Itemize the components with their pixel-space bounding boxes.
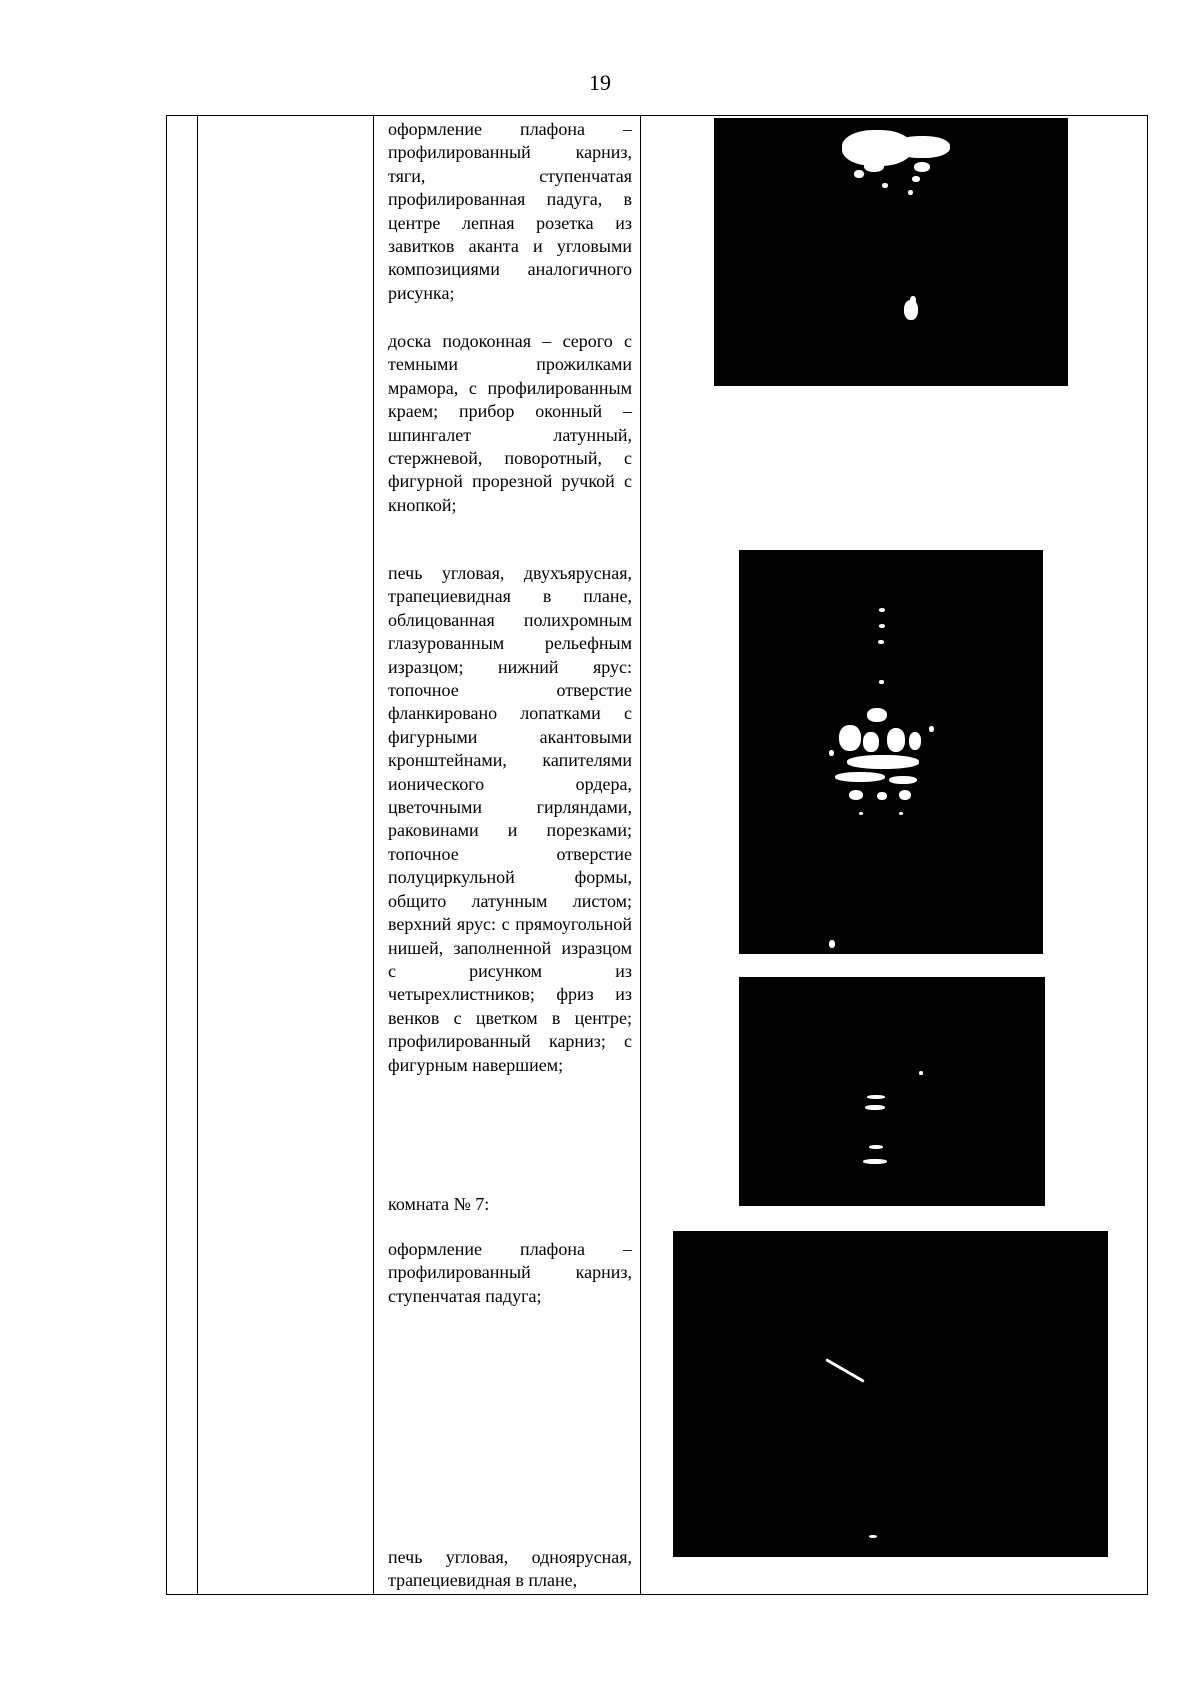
ceiling-description-room-7: оформление плафона – профилированный карниз, ступенчатая падуга; [388, 1239, 632, 1306]
window-sill-description: доска подоконная – серого с темными прожилками мрамора, с профилированным краем; прибор оконный – шпингалет латунный, стержневой, поворотный, с фигурной прорезной ручкой с кнопкой; [388, 331, 632, 515]
corner-stove-description: печь угловая, одноярусная, трапециевидная в плане, [388, 1547, 632, 1591]
stove-detail-photo [739, 977, 1045, 1206]
stove-photo [739, 550, 1043, 954]
column-divider-1 [197, 115, 198, 1595]
stove-description: печь угловая, двухъярусная, трапециевидная в плане, облицованная полихромным глазурованным рельефным изразцом; нижний ярус: топочное отверстие фланкировано лопатками с фигурными акантовыми кронштейнами, капителями ионического ордера, цветочными гирляндами, раковинами и порезками; топочное отверстие полуциркульной формы, общито латунным листом; верхний ярус: с прямоугольной нишей, заполненной изразцом с рисунком из четырехлистников; фриз из венков с цветком в центре; профилированный карниз; с фигурным навершием; [388, 563, 632, 1075]
column-divider-2 [373, 115, 374, 1595]
ceiling-description: оформление плафона – профилированный карниз, тяги, ступенчатая профилированная падуга, в центре лепная розетка из завитков аканта и угловыми композициями аналогичного рисунка; [388, 119, 632, 303]
ceiling-photo [714, 118, 1068, 386]
room-heading: комната № 7: [388, 1194, 490, 1214]
column-divider-3 [640, 115, 641, 1595]
room-7-ceiling-photo [673, 1231, 1108, 1557]
page-number: 19 [589, 70, 611, 95]
